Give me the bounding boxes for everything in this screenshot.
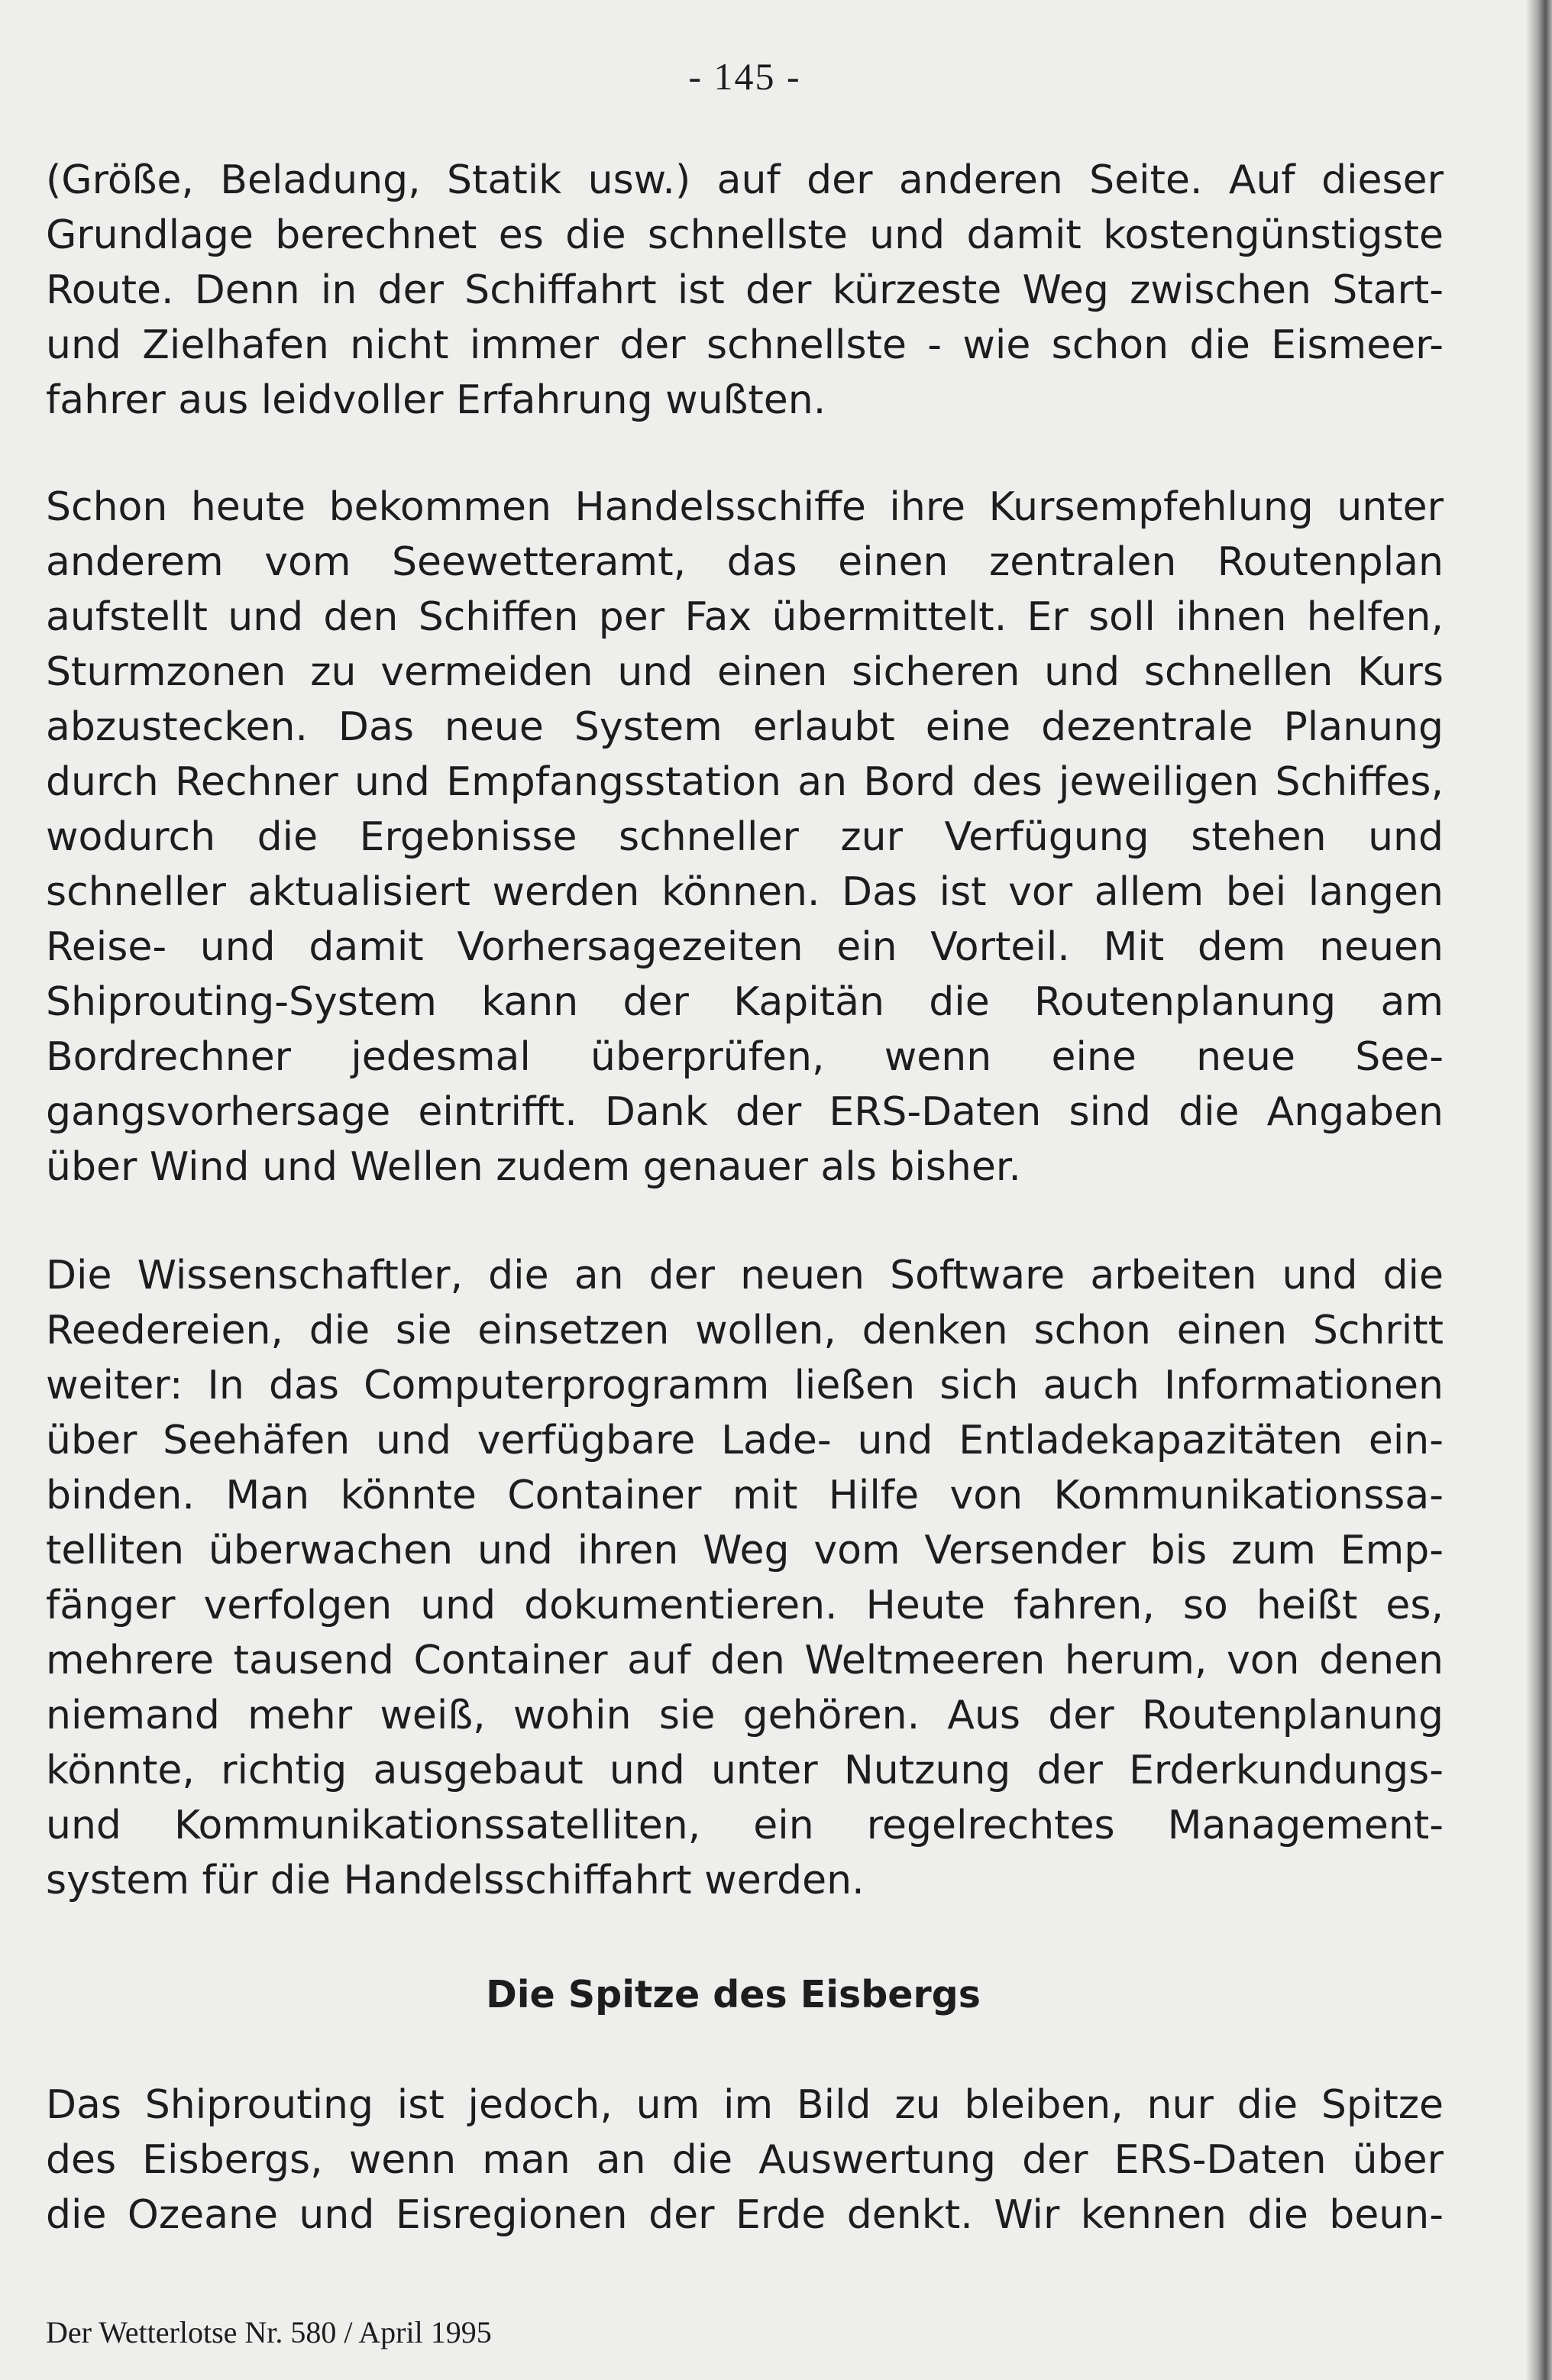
text-line: Bordrechner jedesmal überprüfen, wenn eine neue See- xyxy=(46,1034,1444,1080)
paragraph xyxy=(46,2078,1444,2243)
text-line: abzustecken. Das neue System erlaubt eine dezentrale Planung xyxy=(46,704,1444,750)
text-line: Reise- und damit Vorhersagezeiten ein Vorteil. Mit dem neuen xyxy=(46,924,1444,970)
page-number: - 145 - xyxy=(688,55,801,98)
text-line: durch Rechner und Empfangsstation an Bord des jeweiligen Schiffes, xyxy=(46,759,1444,805)
text-line: Route. Denn in der Schiffahrt ist der kürzeste Weg zwischen Start- xyxy=(46,267,1444,313)
text-line: könnte, richtig ausgebaut und unter Nutzung der Erderkundungs- xyxy=(46,1748,1444,1793)
text-line: telliten überwachen und ihren Weg vom Versender bis zum Emp- xyxy=(46,1528,1444,1573)
text-line: mehrere tausend Container auf den Weltmeeren herum, von denen xyxy=(46,1638,1444,1683)
text-line: Schon heute bekommen Handelsschiffe ihre Kursempfehlung unter xyxy=(46,484,1444,530)
text-line: weiter: In das Computerprogramm ließen sich auch Informationen xyxy=(46,1363,1444,1408)
paragraph xyxy=(46,480,1444,1195)
page-edge-shadow xyxy=(1526,0,1552,2380)
page-footer: Der Wetterlotse Nr. 580 / April 1995 xyxy=(46,2315,492,2349)
text-line: Die Wissenschaftler, die an der neuen Software arbeiten und die xyxy=(46,1253,1444,1298)
text-line: fahrer aus leidvoller Erfahrung wußten. xyxy=(46,377,826,423)
text-line: und Kommunikationssatelliten, ein regelrechtes Management- xyxy=(46,1803,1444,1848)
text-line: niemand mehr weiß, wohin sie gehören. Aus der Routenplanung xyxy=(46,1693,1444,1738)
text-line: schneller aktualisiert werden können. Das ist vor allem bei langen xyxy=(46,869,1444,915)
text-line: über Wind und Wellen zudem genauer als bisher. xyxy=(46,1144,1021,1190)
text-line: Das Shiprouting ist jedoch, um im Bild zu bleiben, nur die Spitze xyxy=(46,2082,1444,2128)
text-line: aufstellt und den Schiffen per Fax übermittelt. Er soll ihnen helfen, xyxy=(46,594,1444,640)
text-line: Shiprouting-System kann der Kapitän die Routenplanung am xyxy=(46,979,1444,1025)
text-line: Grundlage berechnet es die schnellste und damit kostengünstigste xyxy=(46,212,1444,258)
paragraph xyxy=(46,153,1444,428)
text-line: binden. Man könnte Container mit Hilfe von Kommunikationssa- xyxy=(46,1473,1444,1518)
text-line: gangsvorhersage eintrifft. Dank der ERS-Daten sind die Angaben xyxy=(46,1089,1444,1135)
paragraph xyxy=(46,1248,1444,1908)
text-line: über Seehäfen und verfügbare Lade- und Entladekapazitäten ein- xyxy=(46,1418,1444,1463)
text-line: (Größe, Beladung, Statik usw.) auf der anderen Seite. Auf dieser xyxy=(46,157,1444,203)
text-line: des Eisbergs, wenn man an die Auswertung der ERS-Daten über xyxy=(46,2137,1444,2183)
text-line: system für die Handelsschiffahrt werden. xyxy=(46,1858,865,1903)
text-line: die Ozeane und Eisregionen der Erde denkt. Wir kennen die beun- xyxy=(46,2192,1444,2238)
text-line: Reedereien, die sie einsetzen wollen, denken schon einen Schritt xyxy=(46,1308,1444,1353)
text-line: und Zielhafen nicht immer der schnellste - wie schon die Eismeer- xyxy=(46,322,1444,368)
text-line: anderem vom Seewetteramt, das einen zentralen Routenplan xyxy=(46,539,1444,585)
text-line: Sturmzonen zu vermeiden und einen sicheren und schnellen Kurs xyxy=(46,649,1444,695)
text-line: wodurch die Ergebnisse schneller zur Verfügung stehen und xyxy=(46,814,1444,860)
section-heading: Die Spitze des Eisbergs xyxy=(486,1973,981,2016)
text-line: fänger verfolgen und dokumentieren. Heute fahren, so heißt es, xyxy=(46,1583,1444,1628)
